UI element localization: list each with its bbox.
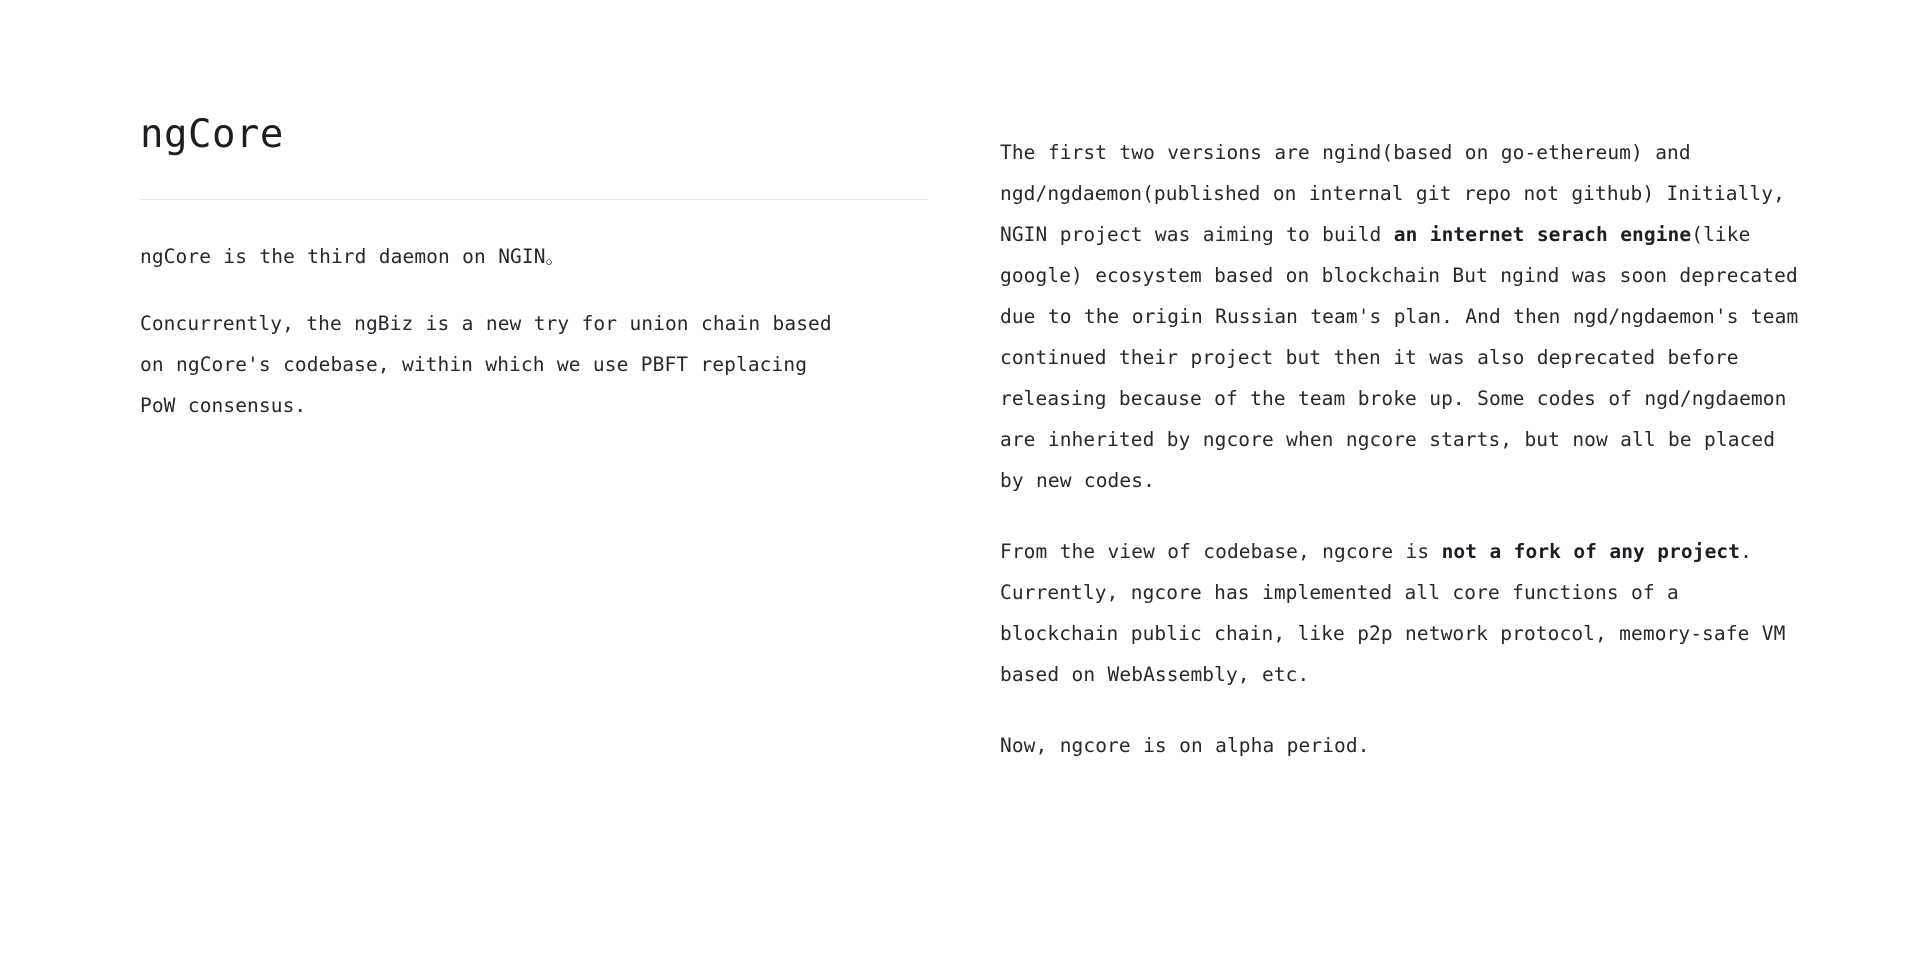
title-divider: [140, 199, 928, 200]
right-paragraph-1: [1000, 132, 1800, 501]
content-columns: [140, 112, 1799, 766]
paragraph-2-text-part-2: . Currently, ngcore has implemented all core functions of a blockchain public chain, like p2p network protocol, memory-safe VM based on WebAssembly, etc.: [1000, 540, 1786, 686]
right-paragraph-2: [1000, 531, 1800, 695]
right-paragraph-3: Now, ngcore is on alpha period.: [1000, 734, 1370, 757]
paragraph-1-text-part-1: The first two versions are ngind(based on go-ethereum) and ngd/ngdaemon(published on internal git repo not github) Initially, NGIN project was aiming to build: [1000, 141, 1785, 246]
left-paragraph-2: Concurrently, the ngBiz is a new try for union chain based on ngCore's codebase, within which we use PBFT replacing PoW consensus.: [140, 311, 832, 417]
left-paragraph-1: ngCore is the third daemon on NGIN。: [140, 244, 566, 268]
paragraph-2-text-part-1: From the view of codebase, ngcore is: [1000, 540, 1442, 563]
page-title: ngCore: [140, 112, 284, 157]
paragraph-2-emphasis: not a fork of any project: [1441, 540, 1741, 563]
left-column: [140, 112, 960, 452]
paragraph-1-emphasis: an internet serach engine: [1393, 223, 1692, 246]
paragraph-1-text-part-2: (like google) ecosystem based on blockchain But ngind was soon deprecated due to the origin Russian team's plan. And then ngd/ngdaemon's team continued their project but then it was also deprecated before releasing because of the team broke up. Some codes of ngd/ngdaemon are inherited by ngcore when ngcore starts, but now all be placed by new codes.: [1000, 223, 1799, 492]
right-column: [1000, 112, 1800, 766]
